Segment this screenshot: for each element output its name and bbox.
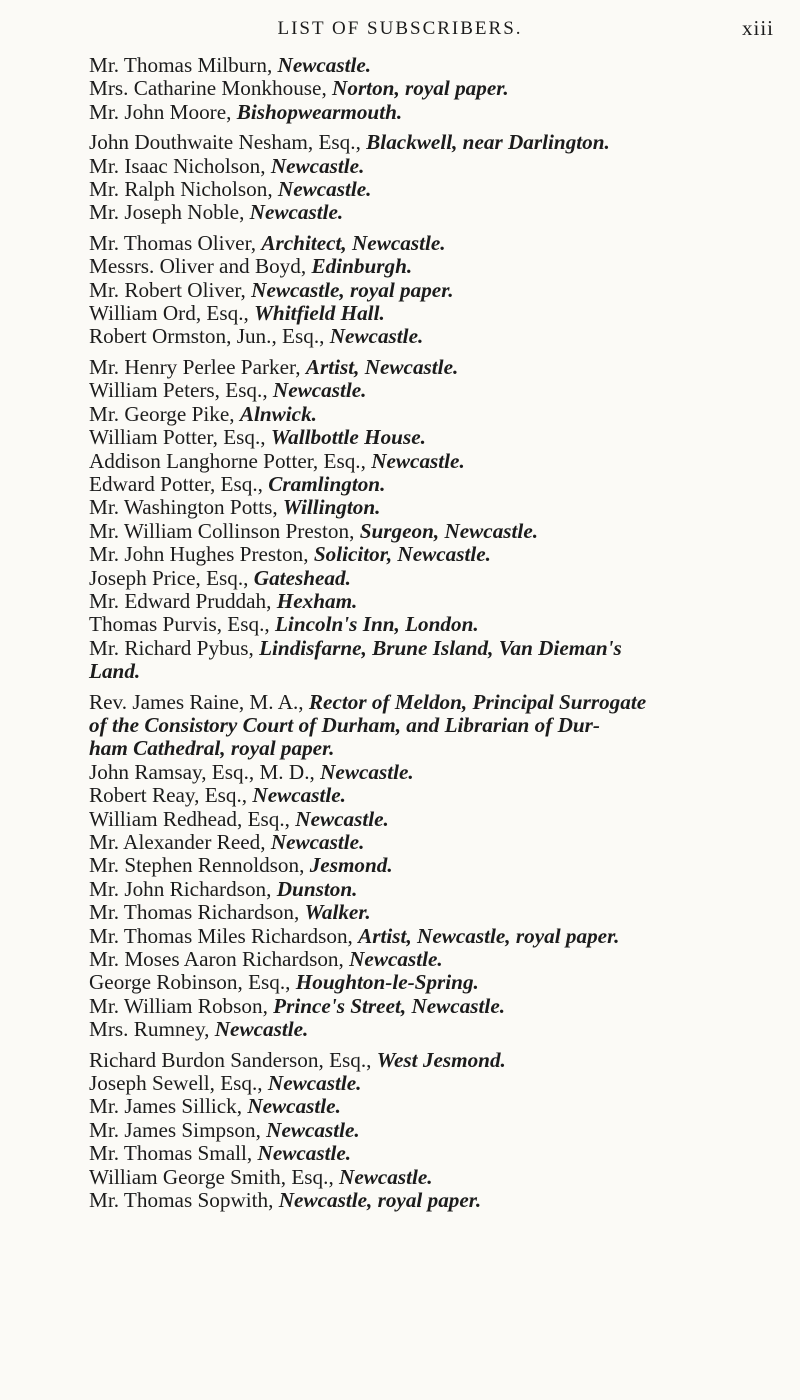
subscriber-name: Mr. Stephen Rennoldson,	[89, 853, 310, 878]
subscriber-detail: Newcastle.	[277, 177, 372, 202]
subscriber-detail: Houghton-le-Spring.	[295, 970, 479, 995]
subscriber-name: Thomas Purvis, Esq.,	[89, 612, 275, 637]
subscriber-detail: Bishopwearmouth.	[236, 99, 403, 124]
subscriber-entry	[89, 901, 789, 924]
subscriber-entry	[89, 1095, 789, 1118]
running-head: LIST OF SUBSCRIBERS.	[277, 18, 523, 39]
page-header	[0, 14, 800, 44]
subscriber-name: Mr. John Hughes Preston,	[89, 542, 314, 567]
subscriber-detail: Norton, royal paper.	[332, 76, 509, 101]
subscriber-entry	[89, 178, 789, 201]
subscriber-detail: Newcastle.	[214, 1017, 309, 1042]
subscriber-detail: Alnwick.	[239, 401, 317, 426]
subscriber-entry	[89, 450, 789, 473]
subscriber-entry	[89, 878, 789, 901]
subscriber-detail: Lindisfarne, Brune Island, Van Dieman's	[259, 635, 622, 660]
subscriber-name: Mr. William Robson,	[89, 993, 274, 1018]
subscriber-entry	[89, 831, 789, 854]
subscriber-detail: Rector of Meldon, Principal Surrogate	[308, 689, 647, 714]
subscriber-entry	[89, 131, 789, 154]
subscriber-entry	[89, 854, 789, 877]
subscriber-name: Mr. Thomas Richardson,	[89, 900, 305, 925]
subscriber-entry	[89, 613, 789, 636]
subscriber-detail: Newcastle.	[329, 324, 424, 349]
subscriber-name: Mr. Thomas Small,	[89, 1141, 258, 1166]
subscriber-entry	[89, 995, 789, 1018]
subscriber-entry	[89, 567, 789, 590]
subscriber-detail: Solicitor, Newcastle.	[313, 542, 491, 567]
subscriber-name: Mr. Isaac Nicholson,	[89, 153, 271, 178]
subscriber-name: Mr. John Richardson,	[89, 876, 277, 901]
subscriber-detail: Blackwell, near Darlington.	[366, 130, 610, 155]
subscriber-name: John Douthwaite Nesham, Esq.,	[89, 130, 367, 155]
subscriber-entry	[89, 971, 789, 994]
subscriber-name: William Potter, Esq.,	[89, 425, 271, 450]
subscriber-detail: Prince's Street, Newcastle.	[273, 993, 506, 1018]
subscriber-name: Mrs. Catharine Monkhouse,	[89, 76, 333, 101]
subscriber-detail: Newcastle.	[247, 1094, 341, 1119]
subscriber-name: Robert Ormston, Jun., Esq.,	[89, 324, 330, 349]
subscriber-entry	[89, 77, 789, 100]
subscriber-detail: Willington.	[282, 495, 381, 520]
subscriber-name: William George Smith, Esq.,	[89, 1164, 340, 1189]
subscriber-entry	[89, 808, 789, 831]
subscriber-name: Mr. James Simpson,	[89, 1117, 267, 1142]
subscriber-name: Edward Potter, Esq.,	[89, 471, 269, 496]
subscriber-name: Mrs. Rumney,	[89, 1017, 215, 1042]
subscriber-name: Addison Langhorne Potter, Esq.,	[89, 448, 372, 473]
subscriber-entry	[89, 473, 789, 496]
subscriber-entry	[89, 426, 789, 449]
subscriber-detail: Newcastle.	[249, 200, 344, 225]
subscriber-name: Mr. Alexander Reed,	[89, 830, 271, 854]
subscriber-detail: Whitfield Hall.	[254, 301, 385, 326]
subscriber-name: Mr. Thomas Oliver,	[89, 230, 262, 255]
subscriber-detail-continuation: Land.	[89, 659, 141, 684]
subscriber-detail: Newcastle.	[349, 947, 443, 972]
subscriber-entry	[89, 1166, 789, 1189]
subscriber-detail: Hexham.	[276, 588, 358, 613]
subscriber-detail: Artist, Newcastle.	[305, 354, 459, 379]
subscriber-detail: Dunston.	[276, 876, 358, 901]
subscriber-detail: Edinburgh.	[311, 254, 413, 279]
subscriber-name: Mr. Thomas Miles Richardson,	[89, 923, 359, 948]
subscriber-name: William Redhead, Esq.,	[89, 806, 296, 831]
subscriber-entry	[89, 54, 789, 77]
subscriber-group	[89, 131, 789, 225]
subscriber-name: William Ord, Esq.,	[89, 301, 255, 326]
subscriber-name: Mr. James Sillick,	[89, 1094, 248, 1119]
subscriber-detail: Walker.	[304, 900, 371, 925]
subscriber-name: Richard Burdon Sanderson, Esq.,	[89, 1047, 377, 1072]
subscriber-entry	[89, 925, 789, 948]
subscriber-entry	[89, 101, 789, 124]
subscriber-detail: Architect, Newcastle.	[261, 230, 446, 255]
subscriber-detail: Newcastle.	[295, 806, 389, 831]
subscriber-detail: Newcastle.	[339, 1164, 433, 1189]
subscriber-entry	[89, 379, 789, 402]
subscriber-group	[89, 54, 789, 124]
subscriber-detail: Newcastle.	[272, 378, 367, 403]
subscriber-detail: Newcastle.	[267, 1071, 362, 1096]
subscriber-name: Mr. George Pike,	[89, 401, 240, 426]
subscriber-detail: Newcastle.	[270, 830, 365, 854]
subscriber-detail: Artist, Newcastle, royal paper.	[358, 923, 620, 948]
subscriber-detail: Newcastle.	[252, 783, 346, 808]
subscriber-name: Mr. Moses Aaron Richardson,	[89, 947, 350, 972]
subscriber-entry	[89, 1049, 789, 1072]
subscriber-entry	[89, 403, 789, 426]
subscriber-group	[89, 232, 789, 349]
subscriber-entry	[89, 496, 789, 519]
subscriber-entry	[89, 784, 789, 807]
subscriber-list	[89, 54, 789, 1220]
subscriber-detail: Surgeon, Newcastle.	[359, 518, 539, 543]
subscriber-name: Mr. Henry Perlee Parker,	[89, 354, 306, 379]
subscriber-name: Mr. Edward Pruddah,	[89, 588, 277, 613]
subscriber-detail: Newcastle.	[371, 448, 465, 473]
subscriber-entry	[89, 1142, 789, 1165]
subscriber-group	[89, 1049, 789, 1213]
subscriber-name: William Peters, Esq.,	[89, 378, 273, 403]
subscriber-name: Messrs. Oliver and Boyd,	[89, 254, 312, 279]
subscriber-name: Mr. William Collinson Preston,	[89, 518, 360, 543]
subscriber-entry	[89, 691, 789, 761]
subscriber-entry	[89, 1119, 789, 1142]
subscriber-entry	[89, 590, 789, 613]
subscriber-entry	[89, 761, 789, 784]
subscriber-detail: Newcastle.	[320, 759, 414, 784]
subscriber-detail: Newcastle, royal paper.	[278, 1188, 482, 1213]
subscriber-detail: Gateshead.	[253, 565, 351, 590]
subscriber-name: Mr. John Moore,	[89, 99, 237, 124]
subscriber-name: Mr. Robert Oliver,	[89, 277, 252, 302]
subscriber-entry	[89, 1189, 789, 1212]
subscriber-group	[89, 356, 789, 684]
subscriber-entry	[89, 637, 789, 684]
subscriber-entry	[89, 325, 789, 348]
subscriber-entry	[89, 155, 789, 178]
subscriber-name: Mr. Ralph Nicholson,	[89, 177, 278, 202]
subscriber-detail: Newcastle.	[277, 53, 372, 77]
subscriber-entry	[89, 520, 789, 543]
subscriber-name: Mr. Washington Potts,	[89, 495, 283, 520]
subscriber-name: Robert Reay, Esq.,	[89, 783, 253, 808]
subscriber-entry	[89, 356, 789, 379]
subscriber-detail: Newcastle, royal paper.	[251, 277, 454, 302]
subscriber-entry	[89, 302, 789, 325]
subscriber-name: Mr. Richard Pybus,	[89, 635, 260, 660]
subscriber-name: Joseph Price, Esq.,	[89, 565, 254, 590]
subscriber-entry	[89, 543, 789, 566]
subscriber-entry	[89, 948, 789, 971]
subscriber-group	[89, 691, 789, 1042]
subscriber-detail: Newcastle.	[270, 153, 365, 178]
subscriber-detail: Newcastle.	[266, 1117, 360, 1142]
subscriber-detail: Jesmond.	[309, 853, 393, 878]
subscriber-detail-continuation: of the Consistory Court of Durham, and Librarian of Dur-	[89, 712, 600, 737]
subscriber-detail-continuation: ham Cathedral, royal paper.	[89, 736, 335, 761]
subscriber-name: George Robinson, Esq.,	[89, 970, 296, 995]
page-number: xiii	[741, 16, 774, 40]
subscriber-detail: Lincoln's Inn, London.	[274, 612, 479, 637]
subscriber-entry	[89, 201, 789, 224]
subscriber-name: John Ramsay, Esq., M. D.,	[89, 759, 321, 784]
subscriber-name: Joseph Sewell, Esq.,	[89, 1071, 268, 1096]
subscriber-entry	[89, 279, 789, 302]
subscriber-detail: Cramlington.	[268, 471, 386, 496]
subscriber-detail: West Jesmond.	[376, 1047, 506, 1072]
subscriber-name: Rev. James Raine, M. A.,	[89, 689, 309, 714]
subscriber-entry	[89, 255, 789, 278]
subscriber-name: Mr. Thomas Milburn,	[89, 53, 278, 77]
subscriber-detail: Newcastle.	[257, 1141, 352, 1166]
subscriber-detail: Wallbottle House.	[270, 425, 426, 450]
subscriber-entry	[89, 1072, 789, 1095]
subscriber-entry	[89, 1018, 789, 1041]
subscriber-entry	[89, 232, 789, 255]
subscriber-name: Mr. Joseph Noble,	[89, 200, 250, 225]
subscriber-name: Mr. Thomas Sopwith,	[89, 1188, 279, 1213]
